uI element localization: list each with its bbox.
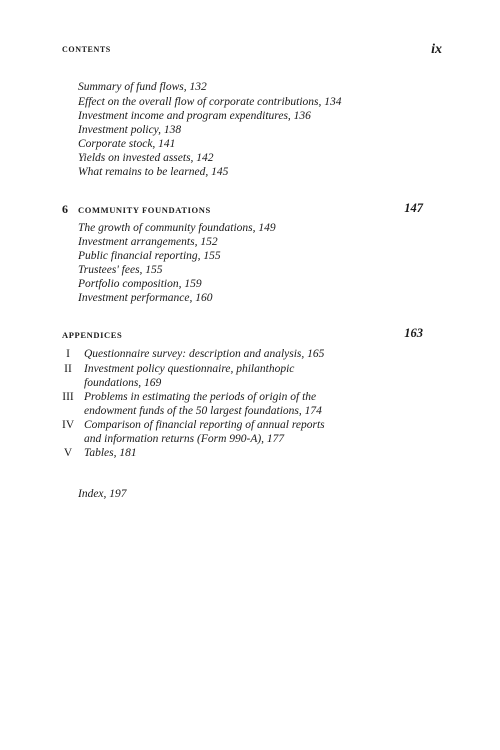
- appendix-entry-continued: and information returns (Form 990-A), 177: [84, 433, 285, 445]
- toc-entry: Summary of fund flows, 132: [78, 81, 207, 93]
- appendix-numeral: IV: [62, 419, 75, 431]
- toc-entry: Portfolio composition, 159: [78, 278, 202, 290]
- toc-entry: Corporate stock, 141: [78, 138, 176, 150]
- toc-entry: Yields on invested assets, 142: [78, 152, 214, 164]
- chapter-title: COMMUNITY FOUNDATIONS: [78, 205, 211, 215]
- toc-entry: Investment policy, 138: [78, 124, 182, 136]
- appendix-entry-continued: foundations, 169: [84, 377, 162, 389]
- toc-entry: What remains to be learned, 145: [78, 166, 229, 178]
- toc-entry: Public financial reporting, 155: [78, 250, 221, 262]
- running-head-title: CONTENTS: [62, 45, 111, 54]
- page-folio: ix: [431, 42, 442, 57]
- appendix-numeral: III: [62, 391, 74, 403]
- appendices-title: APPENDICES: [62, 330, 123, 340]
- appendix-entry: Tables, 181: [84, 447, 137, 459]
- toc-entry: Investment performance, 160: [78, 292, 213, 304]
- appendix-entry: Questionnaire survey: description and analysis, 165: [84, 348, 325, 360]
- appendix-numeral: II: [64, 363, 72, 375]
- appendix-entry: Comparison of financial reporting of annual reports: [84, 419, 325, 431]
- appendix-numeral: I: [66, 348, 70, 360]
- toc-entry: Investment income and program expenditures, 136: [78, 110, 311, 122]
- appendix-entry: Investment policy questionnaire, philanthopic: [84, 363, 295, 375]
- chapter-page: 147: [404, 201, 423, 215]
- chapter-number: 6: [62, 202, 68, 216]
- toc-entry: Investment arrangements, 152: [78, 236, 218, 248]
- running-head: [62, 44, 442, 58]
- toc-entry: Effect on the overall flow of corporate contributions, 134: [78, 96, 342, 108]
- toc-entry: Trustees' fees, 155: [78, 264, 163, 276]
- appendix-entry: Problems in estimating the periods of origin of the: [84, 391, 317, 403]
- index-entry: Index, 197: [78, 488, 127, 500]
- toc-entry: The growth of community foundations, 149: [78, 222, 276, 234]
- appendices-page: 163: [404, 326, 423, 340]
- appendix-numeral: V: [63, 447, 73, 459]
- appendix-entry-continued: endowment funds of the 50 largest foundations, 174: [84, 405, 322, 417]
